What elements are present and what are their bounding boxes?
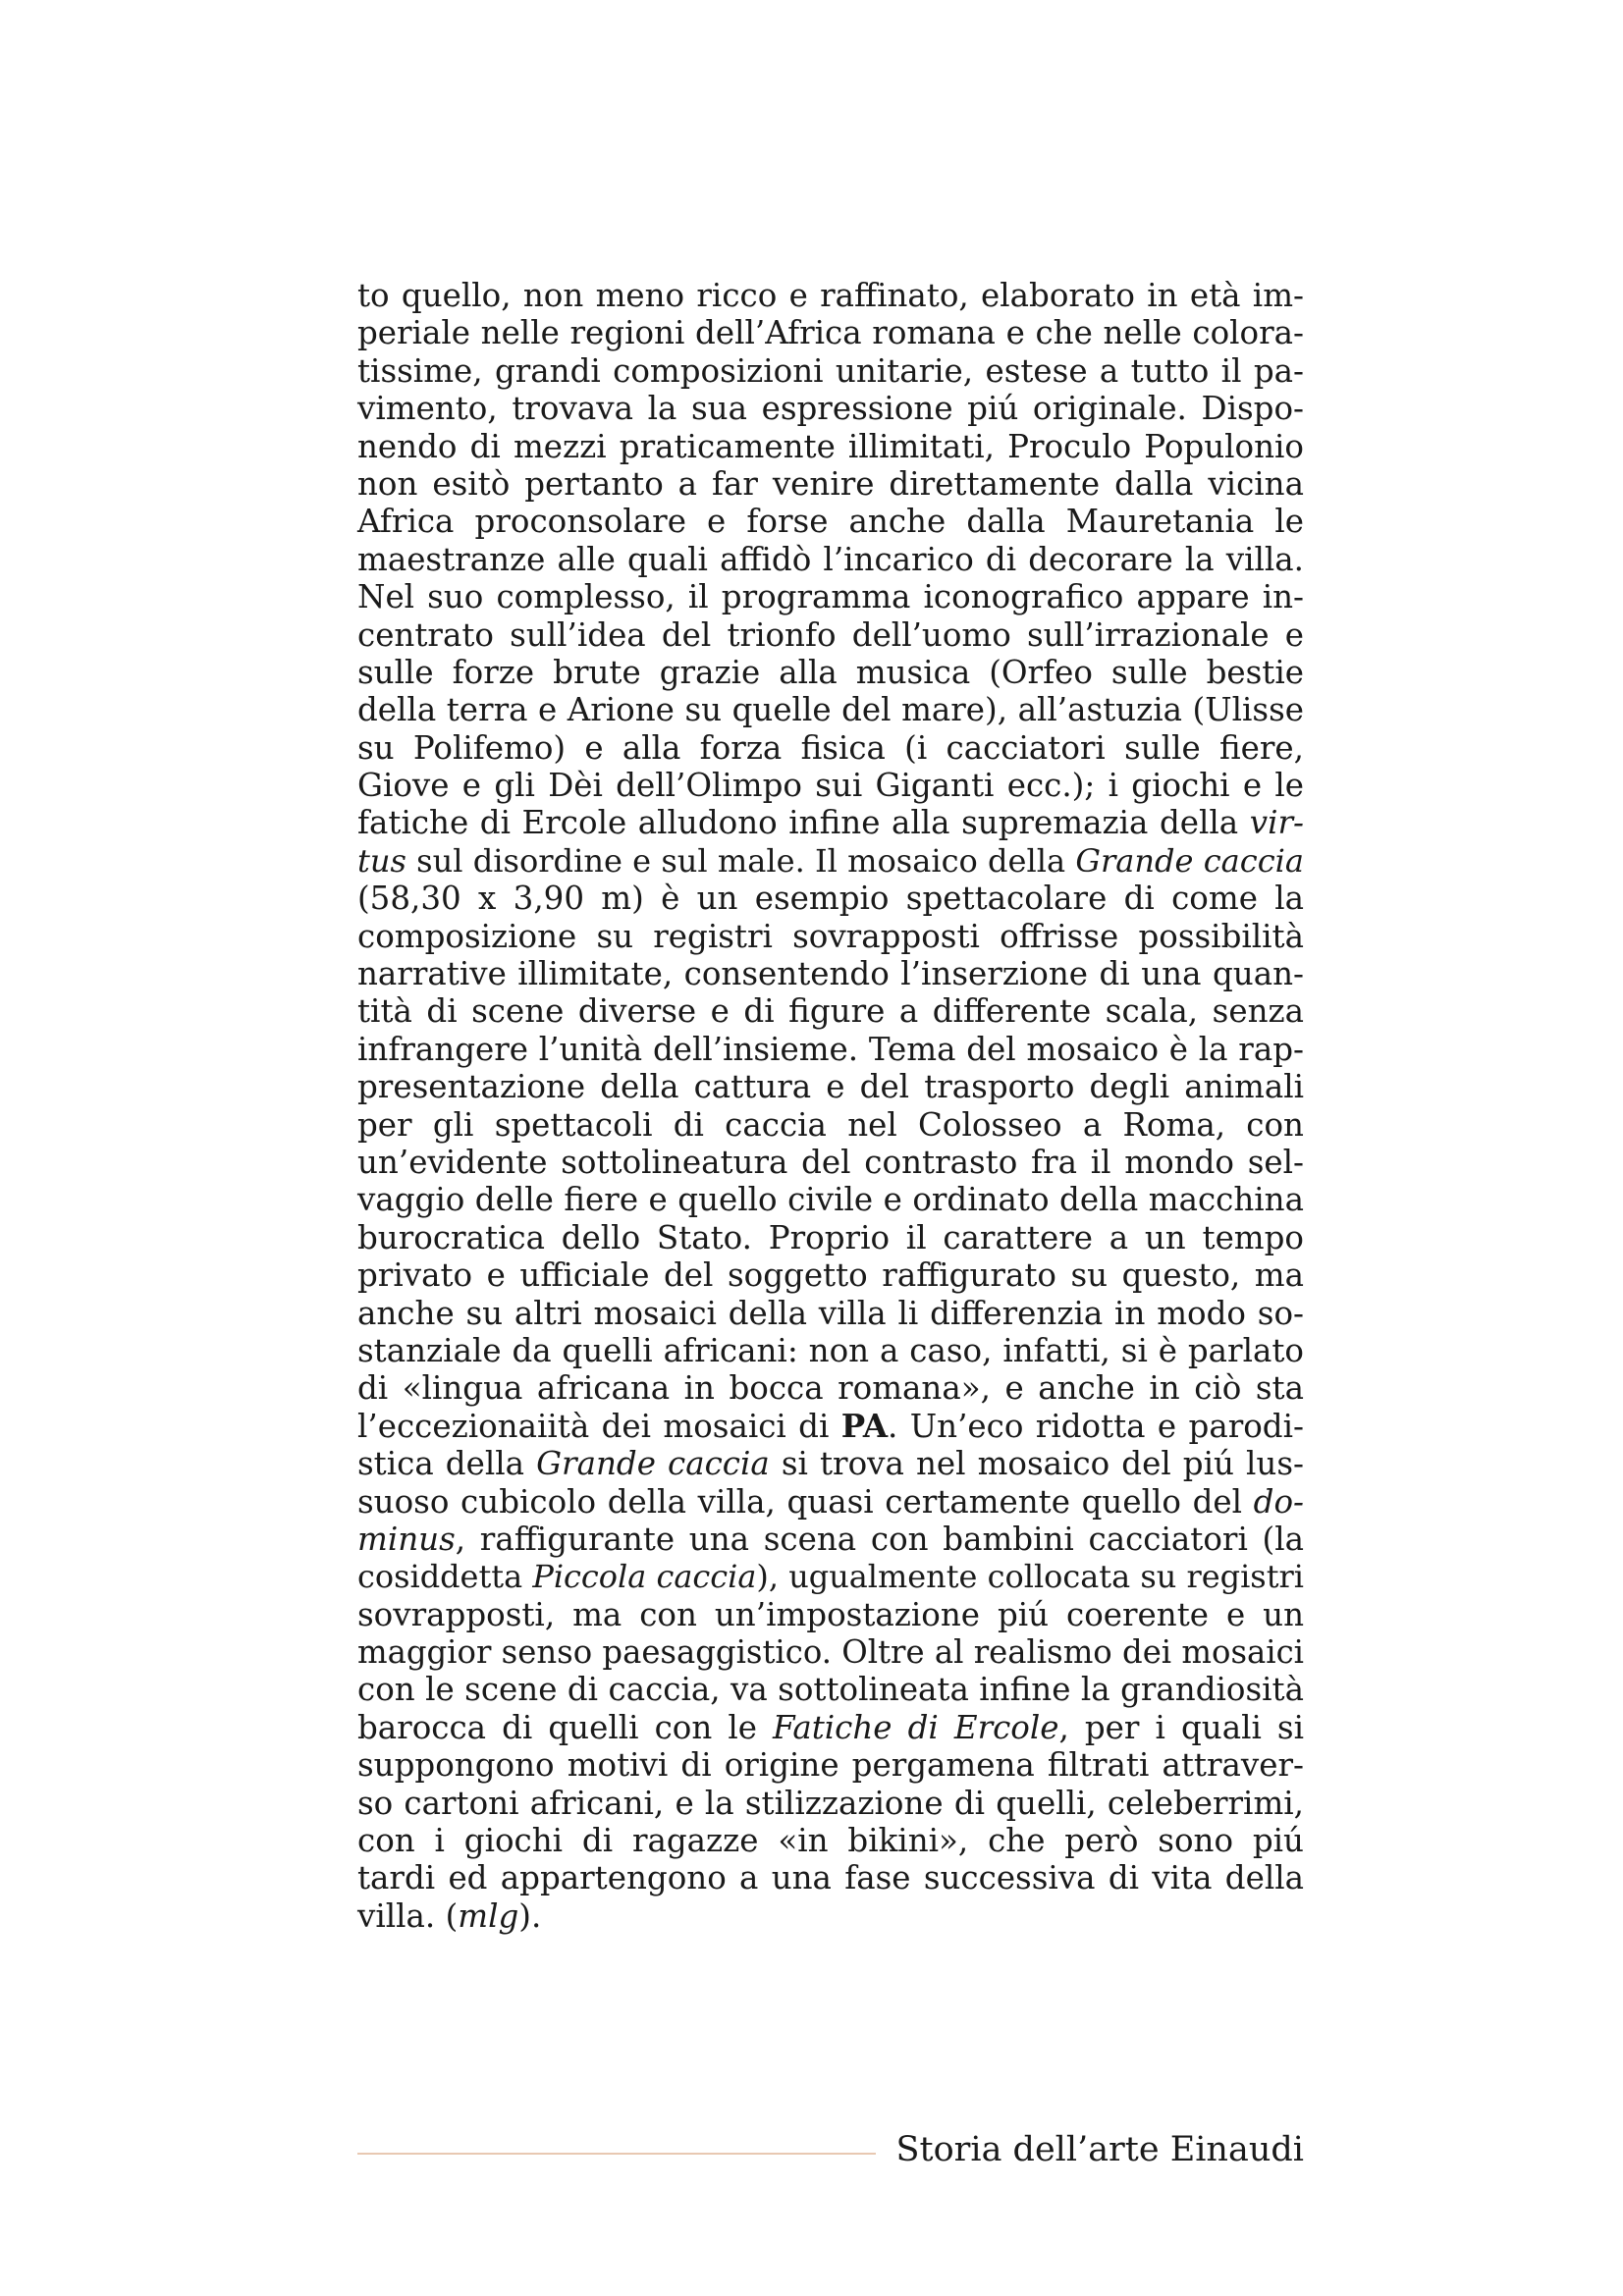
text-line: [357, 1408, 1304, 1445]
text-line: [357, 1709, 1304, 1746]
body-text: [357, 277, 1304, 1935]
text-segment: cosiddetta: [357, 1558, 533, 1596]
text-line: [357, 842, 1304, 880]
text-line: [357, 1181, 1304, 1218]
text-line: [357, 541, 1304, 578]
text-segment: nendo di mezzi praticamente illimitati, Proculo Populonio: [357, 427, 1304, 465]
text-segment: infrangere l’unità dell’insieme. Tema del mosaico è la rap-: [357, 1030, 1304, 1068]
text-line: [357, 1068, 1304, 1105]
text-segment: villa. (: [357, 1896, 459, 1935]
text-segment: su Polifemo) e alla forza fisica (i cacciatori sulle fiere,: [357, 728, 1304, 767]
text-segment: periale nelle regioni dell’Africa romana e che nelle colora-: [357, 314, 1304, 352]
text-line: [357, 880, 1304, 917]
text-line: [357, 918, 1304, 955]
text-line: [357, 1633, 1304, 1671]
text-segment: un’evidente sottolineatura del contrasto fra il mondo sel-: [357, 1143, 1304, 1181]
text-line: [357, 955, 1304, 992]
text-segment: , per i quali si: [1058, 1708, 1304, 1746]
text-line: [357, 616, 1304, 654]
text-segment: ), ugualmente collocata su registri: [756, 1558, 1304, 1596]
bold-text: PA: [840, 1406, 889, 1445]
text-line: [357, 1295, 1304, 1332]
text-line: [357, 428, 1304, 465]
text-line: [357, 1369, 1304, 1407]
text-line: [357, 1671, 1304, 1708]
text-line: [357, 992, 1304, 1030]
italic-text: mlg: [458, 1896, 519, 1935]
text-line: [357, 465, 1304, 503]
text-line: [357, 1445, 1304, 1482]
footer-rule: [357, 2153, 876, 2155]
text-line: [357, 1219, 1304, 1256]
text-line: [357, 390, 1304, 427]
text-segment: fatiche di Ercole alludono infine alla supremazia della: [357, 804, 1250, 842]
text-segment: con i giochi di ragazze «in bikini», che però sono piú: [357, 1822, 1304, 1860]
italic-text: Piccola caccia: [532, 1558, 757, 1596]
italic-text: tus: [357, 841, 406, 880]
italic-text: minus: [357, 1520, 456, 1558]
text-line: [357, 1144, 1304, 1181]
text-segment: l’eccezionaiità dei mosaici di: [357, 1407, 841, 1445]
text-line: [357, 1521, 1304, 1558]
text-segment: suppongono motivi di origine pergamena filtrati attraver-: [357, 1746, 1304, 1785]
text-segment: , raffigurante una scena con bambini cacciatori (la: [455, 1520, 1304, 1558]
text-line: [357, 729, 1304, 767]
text-segment: per gli spettacoli di caccia nel Colosseo a Roma, con: [357, 1105, 1304, 1144]
italic-text: Grande caccia: [536, 1445, 770, 1483]
text-segment: tissime, grandi composizioni unitarie, estese a tutto il pa-: [357, 351, 1304, 390]
text-line: [357, 1106, 1304, 1144]
text-segment: stica della: [357, 1445, 537, 1483]
text-segment: maestranze alle quali affidò l’incarico di decorare la villa.: [357, 540, 1304, 578]
text-segment: so cartoni africani, e la stilizzazione di quelli, celeberrimi,: [357, 1784, 1304, 1822]
text-segment: anche su altri mosaici della villa li differenzia in modo so-: [357, 1294, 1304, 1332]
text-segment: sul disordine e sul male. Il mosaico della: [406, 841, 1076, 880]
text-segment: composizione su registri sovrapposti offrisse possibilità: [357, 917, 1304, 955]
text-segment: vaggio delle fiere e quello civile e ordinato della macchina: [357, 1181, 1304, 1219]
text-line: [357, 1483, 1304, 1521]
text-line: [357, 1031, 1304, 1068]
text-line: [357, 654, 1304, 691]
footer-title: Storia dell’arte Einaudi: [895, 2130, 1304, 2169]
text-line: [357, 277, 1304, 314]
text-line: [357, 1558, 1304, 1595]
text-segment: sulle forze brute grazie alla musica (Orfeo sulle bestie: [357, 653, 1304, 691]
text-segment: burocratica dello Stato. Proprio il carattere a un tempo: [357, 1218, 1304, 1256]
text-segment: centrato sull’idea del trionfo dell’uomo sull’irrazionale e: [357, 615, 1304, 654]
text-line: [357, 767, 1304, 804]
text-segment: stanziale da quelli africani: non a caso, infatti, si è parlato: [357, 1331, 1304, 1369]
text-segment: to quello, non meno ricco e raffinato, elaborato in età im-: [357, 277, 1304, 314]
text-line: [357, 352, 1304, 390]
text-line: [357, 1859, 1304, 1896]
text-segment: Nel suo complesso, il programma iconografico appare in-: [357, 578, 1304, 616]
text-segment: ).: [518, 1896, 542, 1935]
text-line: [357, 1596, 1304, 1633]
text-segment: si trova nel mosaico del piú lus-: [769, 1445, 1305, 1483]
text-line: [357, 804, 1304, 841]
text-segment: vimento, trovava la sua espressione piú originale. Dispo-: [357, 390, 1304, 428]
text-line: [357, 1256, 1304, 1294]
text-segment: narrative illimitate, consentendo l’inserzione di una quan-: [357, 955, 1304, 993]
text-line: [357, 1332, 1304, 1369]
italic-text: Fatiche di Ercole: [773, 1708, 1059, 1746]
text-segment: di «lingua africana in bocca romana», e anche in ciò sta: [357, 1369, 1304, 1408]
text-line: [357, 503, 1304, 540]
text-segment: non esitò pertanto a far venire direttamente dalla vicina: [357, 464, 1304, 503]
text-segment: privato e ufficiale del soggetto raffigurato su questo, ma: [357, 1256, 1304, 1295]
text-segment: Africa proconsolare e forse anche dalla Mauretania le: [357, 503, 1304, 541]
text-line: [357, 1822, 1304, 1859]
text-segment: barocca di quelli con le: [357, 1708, 773, 1746]
text-segment: . Un’eco ridotta e parodi-: [888, 1407, 1304, 1445]
text-segment: presentazione della cattura e del trasporto degli animali: [357, 1068, 1304, 1106]
text-segment: della terra e Arione su quelle del mare), all’astuzia (Ulisse: [357, 691, 1304, 729]
text-line: [357, 1785, 1304, 1822]
italic-text: Grande caccia: [1075, 841, 1305, 880]
text-segment: (58,30 x 3,90 m) è un esempio spettacolare di come la: [357, 880, 1304, 918]
text-segment: con le scene di caccia, va sottolineata infine la grandiosità: [357, 1671, 1304, 1709]
text-line: [357, 578, 1304, 615]
italic-text: do-: [1253, 1482, 1304, 1521]
text-segment: suoso cubicolo della villa, quasi certamente quello del: [357, 1482, 1254, 1521]
text-segment: sovrapposti, ma con un’impostazione piú coerente e un: [357, 1595, 1304, 1633]
text-segment: tità di scene diverse e di figure a differente scala, senza: [357, 992, 1304, 1031]
text-line: [357, 1897, 1304, 1935]
text-line: [357, 314, 1304, 351]
text-line: [357, 1746, 1304, 1784]
italic-text: vir-: [1249, 804, 1304, 842]
text-segment: tardi ed appartengono a una fase successiva di vita della: [357, 1859, 1304, 1897]
text-line: [357, 691, 1304, 728]
text-segment: maggior senso paesaggistico. Oltre al realismo dei mosaici: [357, 1633, 1304, 1672]
text-segment: Giove e gli Dèi dell’Olimpo sui Giganti ecc.); i giochi e le: [357, 767, 1304, 805]
